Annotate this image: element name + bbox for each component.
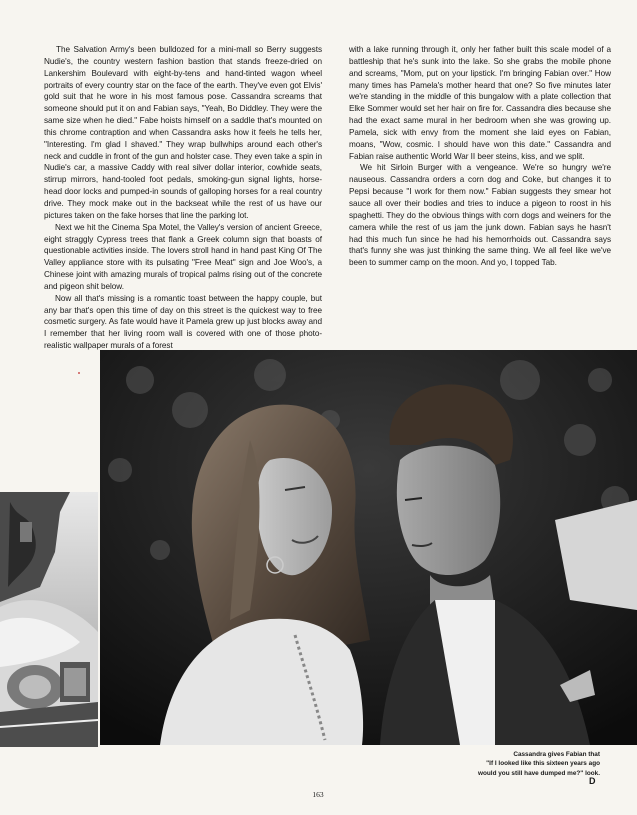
couple-photo-illustration <box>100 350 637 745</box>
article-left-column <box>44 44 322 352</box>
car-photo-illustration <box>0 492 98 747</box>
paragraph-nudies: The Salvation Army's been bulldozed for a mini-mall so Berry suggests Nudie's, the country western fashion bastion that stands freeze-dried on Lankershim Boulevard with eight-by-tens and hand-tinted wagon wheel portraits of every country star on the face of the earth. They've even got Elvis' gold suit that he wore in his most famous pose. Cassandra screams that someone should put it on and Fabian says, "Yeah, Bo Diddley. They were the same size when he died." Fabe hoists himself on a saddle that's mounted on this chrome contraption and when Cassandra asks how it feels he tells her, "Interesting. I'm glad I shaved." They wrap bullwhips around each other's neck and cuddle in front of the gun and holster case. They even take a spin in Nudie's car, a massive Caddy with real silver dollar interior, cowhide seats, stirrup mirrors, hand-tooled foot pedals, smoking-gun signal lights, horse-head door locks and pumped-in sounds of galloping horses for a real country drive. They mock make out in the backseat while the rest of us have our pictures taken on the fake horses that line the parking lot. <box>44 45 322 220</box>
paragraph-sirloin-burger: We hit Sirloin Burger with a vengeance. We're so hungry we're nauseous. Cassandra orders a corn dog and Coke, but changes it to Pepsi because "I work for them now." Fabian suggests they smear hot sauce all over their bodies and tries to induce a pigeon to roost in his spaghetti. They do the obvious things with corn dogs and weiners for the camera while the rest of us jam the junk down. Fabian says he hasn't had this much fun since he had his hemorrhoids out. Cassandra says that's funny she was just thinking the same thing. We all feel like we've been to summer camp on the moon. And yo, I topped Tab. <box>349 163 611 268</box>
caption-line: Cassandra gives Fabian that <box>513 751 600 758</box>
end-mark: D <box>589 776 596 786</box>
car-photo <box>0 492 98 747</box>
caption-line: would you still have dumped me?" look. <box>478 769 600 777</box>
couple-photo <box>100 350 637 745</box>
print-speck <box>78 372 80 374</box>
caption-line: "If I looked like this sixteen years ago <box>486 760 600 768</box>
article-right-column <box>349 44 611 269</box>
photo-caption <box>440 750 600 778</box>
page-number: 163 <box>312 790 324 799</box>
paragraph-cinema-spa: Next we hit the Cinema Spa Motel, the Valley's version of ancient Greece, eight straggly Cypress trees that flank a Greek column sign that boasts of questionable activities inside. The lovers stroll hand in hand past King Of The Valley appliance store with its pulsating "Free Meat" sign and Joe Woo's, a Chinese joint with amazing murals of tropical palms rising out of the concrete and pigeon shit below. <box>44 222 322 291</box>
paragraph-romantic-toast: Now all that's missing is a romantic toast between the happy couple, but any bar that's open this time of day on this street is the quickest way to free cosmetic surgery. As fate would have it Pamela grew up just blocks away and I remember that her living room wall is covered with one of those photo-realistic wallpaper murals of a forest <box>44 293 322 351</box>
paragraph-battleship-mural: with a lake running through it, only her father built this scale model of a battleship that he's sunk into the lake. So she grabs the mobile phone and screams, "Mom, put on your lipstick. I'm bringing Fabian over." How many times has Pamela's mother heard that one? So five minutes later we're standing in the middle of this bungalow with a plate collection that Elke Sommer would set her hair on fire for. Cassandra dies because she had the exact same mural in her bedroom when she was growing up. Pamela, sick with envy from the moment she laid eyes on Fabian, moans, "Wow, cosmic. I should have won this date." Cassandra and Fabian raise authentic World War II beer steins, kiss, and we split. <box>349 45 611 161</box>
